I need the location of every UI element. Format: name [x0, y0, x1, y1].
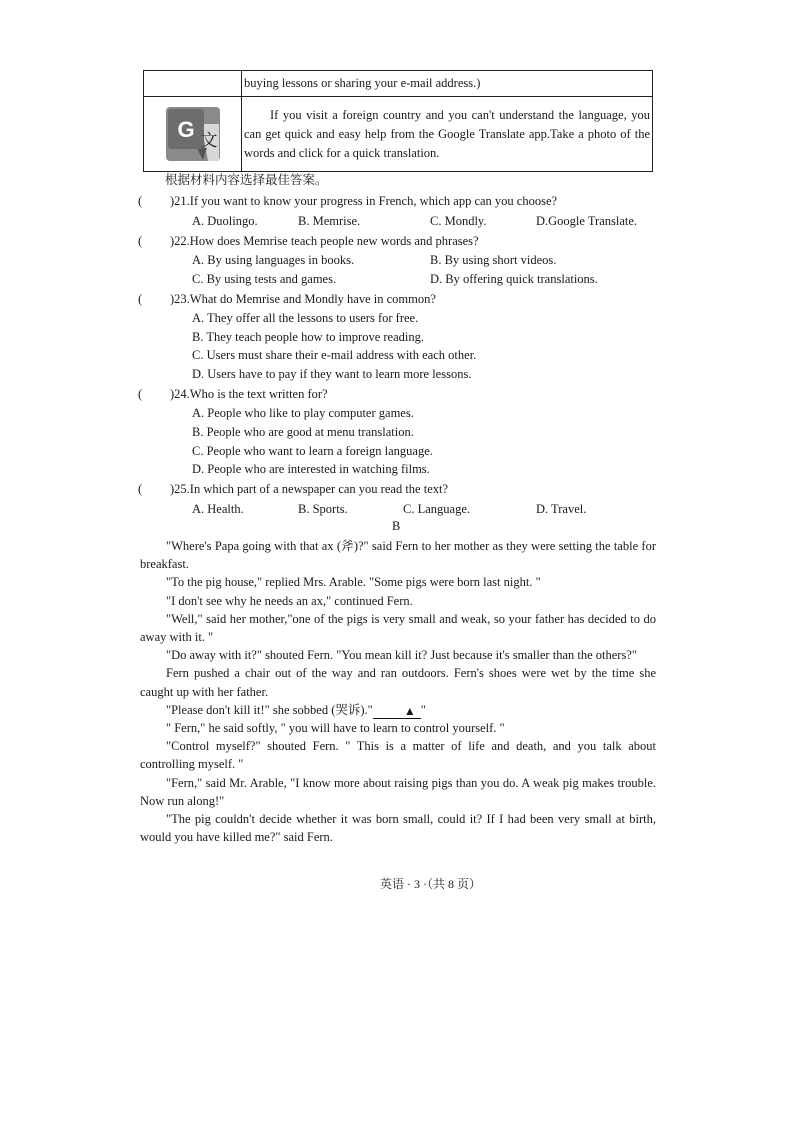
paragraph: "I don't see why he needs an ax," continued Fern.	[166, 593, 413, 608]
option: A. People who like to play computer games.	[192, 406, 414, 420]
option: B. Sports.	[298, 502, 348, 516]
answer-paren: (	[138, 194, 143, 208]
paragraph: "Well," said her mother,"one of the pigs is very small and weak, so your father has decided to do away with it. "	[140, 611, 656, 645]
table-cell-icon	[144, 97, 242, 172]
question-stem: )24.Who is the text written for?	[170, 387, 328, 401]
paragraph: "Control myself?" shouted Fern. " This is a matter of life and death, and you talk about controlling myself. "	[140, 739, 656, 772]
passage	[140, 537, 656, 846]
option: B. By using short videos.	[430, 253, 557, 267]
option: D. People who are interested in watching films.	[192, 462, 430, 476]
instruction: 根据材料内容选择最佳答案。	[165, 173, 328, 187]
option: B. People who are good at menu translation.	[192, 425, 414, 439]
option: C. People who want to learn a foreign language.	[192, 444, 433, 458]
table-cell-text	[242, 71, 653, 97]
answer-paren: (	[138, 292, 143, 306]
paragraph: "Where's Papa going with that ax (斧)?" said Fern to her mother as they were setting the table for breakfast.	[140, 539, 656, 572]
answer-paren: (	[138, 482, 143, 496]
option: B. Memrise.	[298, 214, 361, 228]
option: A. Duolingo.	[192, 214, 258, 228]
question-stem: )21.If you want to know your progress in French, which app can you choose?	[170, 194, 558, 208]
table-row1-text: buying lessons or sharing your e-mail address.)	[244, 76, 481, 90]
question-stem: )22.How does Memrise teach people new words and phrases?	[170, 234, 479, 248]
paragraph: " Fern," he said softly, " you will have to learn to control yourself. "	[166, 721, 505, 736]
table-cell-text	[242, 97, 653, 172]
google-translate-icon	[163, 104, 223, 164]
option: D. Users have to pay if they want to learn more lessons.	[192, 367, 472, 381]
paragraph-with-blank	[140, 701, 656, 719]
paragraph: "Do away with it?" shouted Fern. "You mean kill it? Just because it's smaller than the others?"	[166, 648, 637, 663]
table-row2-text: If you visit a foreign country and you can't understand the language, you can get quick and easy help from the Google Translate app.Take a photo of the words and click for a quick translation.	[244, 107, 650, 160]
answer-paren: (	[138, 234, 143, 248]
option: A. They offer all the lessons to users for free.	[192, 311, 419, 325]
page-footer: 英语 · 3 ·（共 8 页）	[380, 877, 481, 891]
sob-line-close: "	[420, 702, 426, 717]
option: A. By using languages in books.	[192, 253, 355, 267]
question-stem: )25.In which part of a newspaper can you read the text?	[170, 482, 449, 496]
answer-blank	[373, 704, 421, 719]
paragraph: "Fern," said Mr. Arable, "I know more about raising pigs than you do. A weak pig makes trouble. Now run along!"	[140, 775, 656, 808]
app-info-table	[143, 70, 653, 172]
paragraph: "To the pig house," replied Mrs. Arable. "Some pigs were born last night. "	[166, 575, 541, 590]
option: D. By offering quick translations.	[430, 272, 598, 286]
section-heading: B	[392, 519, 401, 533]
triangle-marker-icon: ▲	[403, 703, 416, 718]
option: C. By using tests and games.	[192, 272, 337, 286]
svg-text:文: 文	[200, 131, 217, 151]
option: C. Language.	[403, 502, 470, 516]
svg-text:G: G	[176, 117, 195, 142]
paragraph: "The pig couldn't decide whether it was born small, could it? If I had been very small at birth, would you have killed me?" said Fern.	[140, 812, 656, 845]
table-cell-empty	[144, 71, 242, 97]
option: D. Travel.	[536, 502, 587, 516]
paragraph: Fern pushed a chair out of the way and ran outdoors. Fern's shoes were wet by the time she caught up with her father.	[140, 666, 656, 699]
option: D.Google Translate.	[536, 214, 638, 228]
option: C. Users must share their e-mail address with each other.	[192, 348, 477, 362]
option: B. They teach people how to improve reading.	[192, 330, 424, 344]
answer-paren: (	[138, 387, 143, 401]
option: C. Mondly.	[430, 214, 487, 228]
option: A. Health.	[192, 502, 244, 516]
question-stem: )23.What do Memrise and Mondly have in common?	[170, 292, 436, 306]
sob-line-text: "Please don't kill it!" she sobbed (哭诉)."	[166, 702, 373, 717]
